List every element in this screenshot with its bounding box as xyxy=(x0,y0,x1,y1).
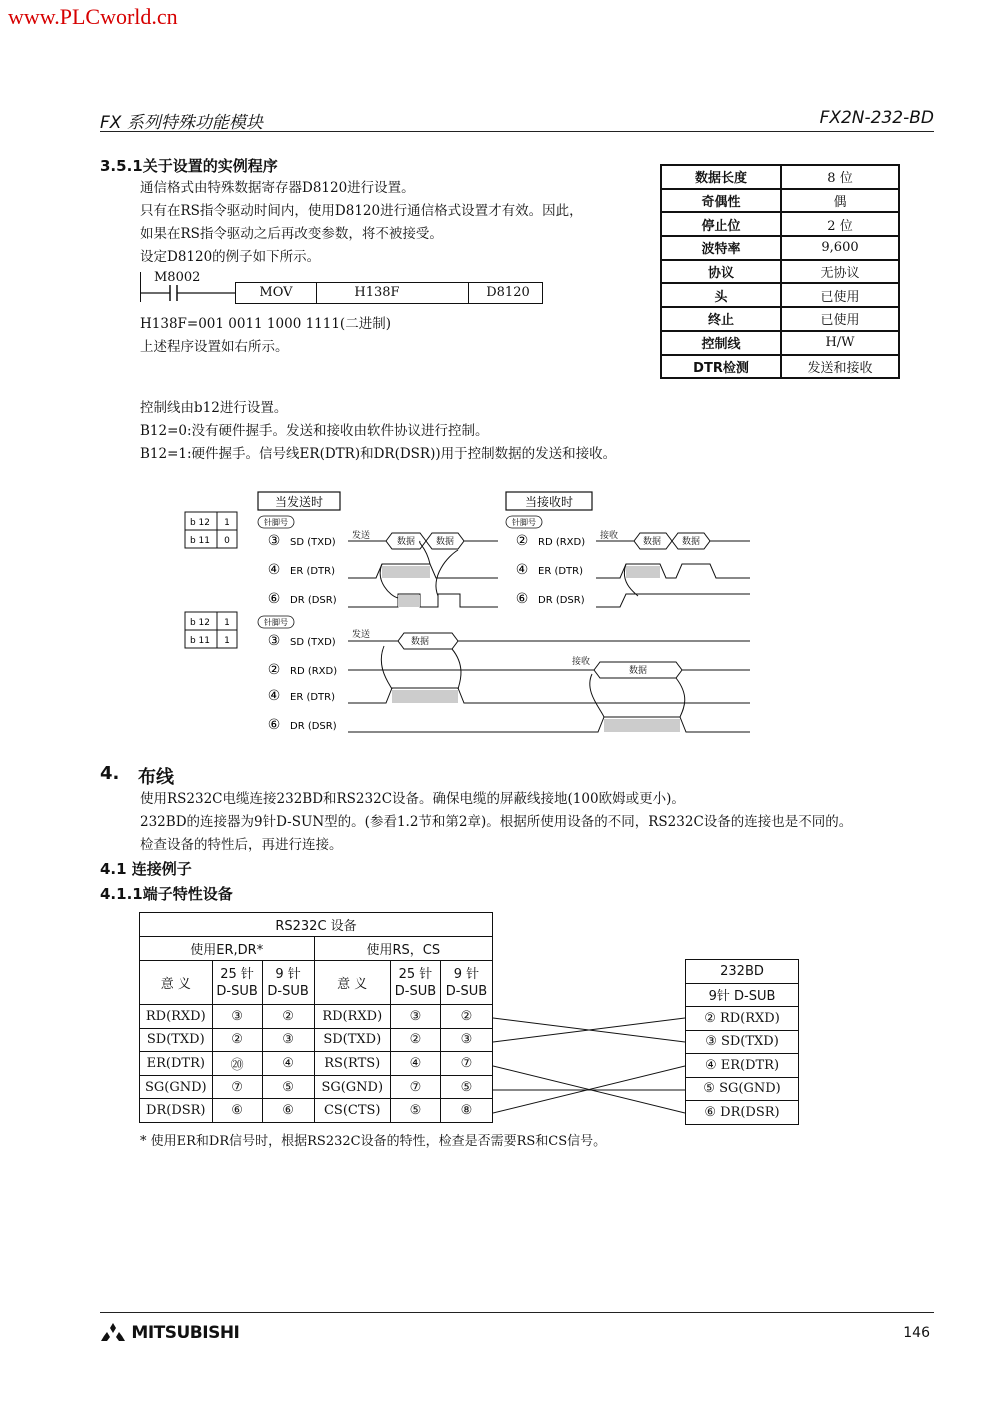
svg-text:b 12: b 12 xyxy=(189,618,211,628)
group-rs-cs: 使用RS，CS xyxy=(314,937,492,961)
table-cell: ⑦ xyxy=(440,1052,492,1076)
table-row xyxy=(140,1028,493,1052)
table-cell: ⑦ xyxy=(212,1075,262,1099)
svg-text:⑥: ⑥ xyxy=(267,591,281,607)
svg-text:b 11: b 11 xyxy=(189,636,211,646)
header-model: FX2N-232-BD xyxy=(819,108,934,128)
config-row xyxy=(661,307,899,331)
config-row xyxy=(661,331,899,355)
svg-text:0: 0 xyxy=(224,536,230,546)
table-cell: DR(DSR) xyxy=(140,1099,213,1123)
svg-text:数据: 数据 xyxy=(396,537,416,547)
bd-pin: ④ ER(DTR) xyxy=(686,1054,799,1078)
table-cell: ③ xyxy=(390,1005,440,1029)
config-value: 发送和接收 xyxy=(781,355,899,379)
svg-text:1: 1 xyxy=(224,636,230,646)
table-row xyxy=(140,1052,493,1076)
svg-text:④: ④ xyxy=(267,688,281,704)
svg-text:1: 1 xyxy=(224,618,230,628)
table-cell: SD(TXD) xyxy=(314,1028,390,1052)
svg-text:ER (DTR): ER (DTR) xyxy=(538,566,584,577)
text-line: 设定D8120的例子如下所示。 xyxy=(140,249,321,265)
instr-mov: MOV xyxy=(259,285,293,300)
section-3-5-1-text xyxy=(140,177,583,269)
bd-pin: ③ SD(TXD) xyxy=(686,1030,799,1054)
page-number: 146 xyxy=(903,1325,930,1341)
header-rule xyxy=(100,131,934,132)
config-row xyxy=(661,236,899,260)
config-key: 停止位 xyxy=(661,212,781,236)
svg-text:发送: 发送 xyxy=(352,630,371,640)
send-a-signals xyxy=(268,533,337,607)
text-line: 检查设备的特性后，再进行连接。 xyxy=(140,837,343,853)
config-row xyxy=(661,165,899,189)
col-meaning: 意 义 xyxy=(140,961,213,1005)
table-cell: ② xyxy=(262,1005,314,1029)
svg-text:SD (TXD): SD (TXD) xyxy=(290,537,336,548)
table-cell: ③ xyxy=(212,1005,262,1029)
mitsubishi-diamonds-icon xyxy=(100,1323,126,1341)
mitsubishi-logo xyxy=(100,1323,239,1343)
table-cell: ⑤ xyxy=(390,1099,440,1123)
table-cell: ⑥ xyxy=(212,1099,262,1123)
table-cell: SD(TXD) xyxy=(140,1028,213,1052)
config-value: 已使用 xyxy=(781,307,899,331)
table-cell: RD(RXD) xyxy=(314,1005,390,1029)
config-key: 波特率 xyxy=(661,236,781,260)
col-9pin: 9 针 D-SUB xyxy=(262,961,314,1005)
config-key: 控制线 xyxy=(661,331,781,355)
table-cell: SG(GND) xyxy=(314,1075,390,1099)
wiring-note: * 使用ER和DR信号时，根据RS232C设备的特性，检查是否需要RS和CS信号。 xyxy=(140,1134,607,1149)
config-row xyxy=(661,260,899,284)
contact-symbol xyxy=(140,280,240,308)
svg-text:RD (RXD): RD (RXD) xyxy=(290,666,338,677)
svg-text:数据: 数据 xyxy=(681,537,701,547)
svg-text:数据: 数据 xyxy=(628,666,648,676)
binary-text xyxy=(140,313,391,359)
instr-dst: D8120 xyxy=(486,285,530,300)
table-cell: ③ xyxy=(262,1028,314,1052)
bit-table-a xyxy=(185,512,237,548)
text-line: 如果在RS指令驱动之后再改变参数，将不被接受。 xyxy=(140,226,443,242)
bd-title: 232BD xyxy=(686,960,799,984)
svg-text:⑥: ⑥ xyxy=(267,717,281,733)
text-line: 上述程序设置如右所示。 xyxy=(140,339,289,355)
col-25pin: 25 针 D-SUB xyxy=(212,961,262,1005)
config-value: 8 位 xyxy=(781,165,899,189)
config-row xyxy=(661,283,899,307)
section-4-1-1-title: 4.1.1端子特性设备 xyxy=(100,885,233,903)
config-key: 终止 xyxy=(661,307,781,331)
svg-text:DR (DSR): DR (DSR) xyxy=(290,595,337,606)
svg-text:数据: 数据 xyxy=(642,537,662,547)
svg-text:数据: 数据 xyxy=(410,637,430,647)
col-9pin: 9 针 D-SUB xyxy=(440,961,492,1005)
svg-text:③: ③ xyxy=(267,533,281,549)
svg-text:③: ③ xyxy=(267,633,281,649)
bd-connector-table xyxy=(685,959,799,1125)
config-key: 协议 xyxy=(661,260,781,284)
ladder-diagram xyxy=(140,268,530,308)
device-title: RS232C 设备 xyxy=(140,913,493,937)
rs232c-device-table xyxy=(139,912,493,1123)
table-cell: RS(RTS) xyxy=(314,1052,390,1076)
timing-diagram xyxy=(180,486,760,748)
control-line-text xyxy=(140,397,616,466)
text-line: 控制线由b12进行设置。 xyxy=(140,400,288,416)
text-line: 使用RS232C电缆连接232BD和RS232C设备。确保电缆的屏蔽线接地(100欧姆或更小)。 xyxy=(140,791,685,807)
bit-table-b xyxy=(185,612,237,648)
svg-text:②: ② xyxy=(515,533,529,549)
b-signals xyxy=(268,633,338,733)
config-value: 9,600 xyxy=(781,236,899,260)
b-waveforms xyxy=(348,628,750,732)
recv-title: 当接收时 xyxy=(524,495,574,509)
table-cell: ER(DTR) xyxy=(140,1052,213,1076)
table-row xyxy=(140,1005,493,1029)
bd-row xyxy=(686,1030,799,1054)
bd-pin: ⑥ DR(DSR) xyxy=(686,1101,799,1125)
text-line: 232BD的连接器为9针D-SUN型的。(参看1.2节和第2章)。根据所使用设备的不同，RS232C设备的连接也是不同的。 xyxy=(140,814,853,830)
table-cell: ⑤ xyxy=(262,1075,314,1099)
svg-text:针脚号: 针脚号 xyxy=(264,518,288,527)
section-3-5-1-title: 3.5.1关于设置的实例程序 xyxy=(100,157,278,175)
config-key: 头 xyxy=(661,283,781,307)
svg-text:RD (RXD): RD (RXD) xyxy=(538,537,586,548)
svg-text:针脚号: 针脚号 xyxy=(512,518,536,527)
table-cell: ③ xyxy=(440,1028,492,1052)
svg-text:b 11: b 11 xyxy=(189,536,211,546)
section-4-1-title: 4.1 连接例子 xyxy=(100,860,192,878)
config-row xyxy=(661,189,899,213)
svg-text:DR (DSR): DR (DSR) xyxy=(538,595,585,606)
table-cell: ⑳ xyxy=(212,1052,262,1076)
wiring-lines xyxy=(493,1006,685,1126)
table-cell: CS(CTS) xyxy=(314,1099,390,1123)
svg-text:发送: 发送 xyxy=(352,531,371,541)
svg-text:ER (DTR): ER (DTR) xyxy=(290,692,336,703)
config-key: 奇偶性 xyxy=(661,189,781,213)
table-cell: ④ xyxy=(262,1052,314,1076)
svg-text:b 12: b 12 xyxy=(189,518,211,528)
config-row xyxy=(661,212,899,236)
table-cell: ⑤ xyxy=(440,1075,492,1099)
bd-pin: ② RD(RXD) xyxy=(686,1007,799,1031)
contact-label: M8002 xyxy=(154,270,201,285)
text-line: 只有在RS指令驱动时间内，使用D8120进行通信格式设置才有效。因此， xyxy=(140,203,583,219)
table-cell: ④ xyxy=(390,1052,440,1076)
bd-row xyxy=(686,1077,799,1101)
config-value: 偶 xyxy=(781,189,899,213)
svg-text:数据: 数据 xyxy=(435,537,455,547)
col-meaning: 意 义 xyxy=(314,961,390,1005)
watermark: www.PLCworld.cn xyxy=(8,4,178,29)
table-cell: SG(GND) xyxy=(140,1075,213,1099)
bd-row xyxy=(686,1054,799,1078)
bd-subtitle: 9针 D-SUB xyxy=(686,983,799,1007)
send-title: 当发送时 xyxy=(274,495,324,509)
svg-text:DR (DSR): DR (DSR) xyxy=(290,721,337,732)
table-cell: RD(RXD) xyxy=(140,1005,213,1029)
svg-text:ER (DTR): ER (DTR) xyxy=(290,566,336,577)
section-4-number: 4. xyxy=(100,763,120,784)
text-line: B12=0:没有硬件握手。发送和接收由软件协议进行控制。 xyxy=(140,423,489,439)
svg-text:1: 1 xyxy=(224,518,230,528)
table-cell: ⑦ xyxy=(390,1075,440,1099)
instruction-box xyxy=(235,282,543,304)
table-cell: ② xyxy=(212,1028,262,1052)
send-a-waveforms xyxy=(348,529,498,607)
svg-text:②: ② xyxy=(267,662,281,678)
table-cell: ⑥ xyxy=(262,1099,314,1123)
instr-src: H138F xyxy=(354,285,400,300)
bd-row xyxy=(686,1101,799,1125)
footer-rule xyxy=(100,1312,934,1313)
text-line: H138F=001 0011 1000 1111(二进制) xyxy=(140,316,391,332)
svg-text:针脚号: 针脚号 xyxy=(264,618,288,627)
table-cell: ⑧ xyxy=(440,1099,492,1123)
config-value: 已使用 xyxy=(781,283,899,307)
config-value: 2 位 xyxy=(781,212,899,236)
svg-text:SD (TXD): SD (TXD) xyxy=(290,637,336,648)
config-row xyxy=(661,355,899,379)
col-25pin: 25 针 D-SUB xyxy=(390,961,440,1005)
header-series-title: FX 系列特殊功能模块 xyxy=(100,113,263,133)
svg-text:接收: 接收 xyxy=(572,657,591,667)
recv-a-signals xyxy=(516,533,586,607)
brand-name: MITSUBISHI xyxy=(131,1323,240,1343)
section-4-title: 布线 xyxy=(138,767,174,788)
text-line: 通信格式由特殊数据寄存器D8120进行设置。 xyxy=(140,180,415,196)
table-cell: ② xyxy=(390,1028,440,1052)
table-row xyxy=(140,1075,493,1099)
svg-text:接收: 接收 xyxy=(600,531,619,541)
recv-a-waveforms xyxy=(596,529,750,607)
config-value: H/W xyxy=(781,331,899,355)
section-4-text xyxy=(140,788,852,857)
svg-text:④: ④ xyxy=(515,562,529,578)
svg-text:④: ④ xyxy=(267,562,281,578)
config-key: DTR检测 xyxy=(661,355,781,379)
group-er-dr: 使用ER,DR* xyxy=(140,937,315,961)
table-cell: ② xyxy=(440,1005,492,1029)
bd-pin: ⑤ SG(GND) xyxy=(686,1077,799,1101)
comm-config-table xyxy=(660,164,900,379)
bd-row xyxy=(686,1007,799,1031)
config-value: 无协议 xyxy=(781,260,899,284)
config-key: 数据长度 xyxy=(661,165,781,189)
text-line: B12=1:硬件握手。信号线ER(DTR)和DR(DSR))用于控制数据的发送和接收。 xyxy=(140,446,617,462)
table-row xyxy=(140,1099,493,1123)
svg-text:⑥: ⑥ xyxy=(515,591,529,607)
